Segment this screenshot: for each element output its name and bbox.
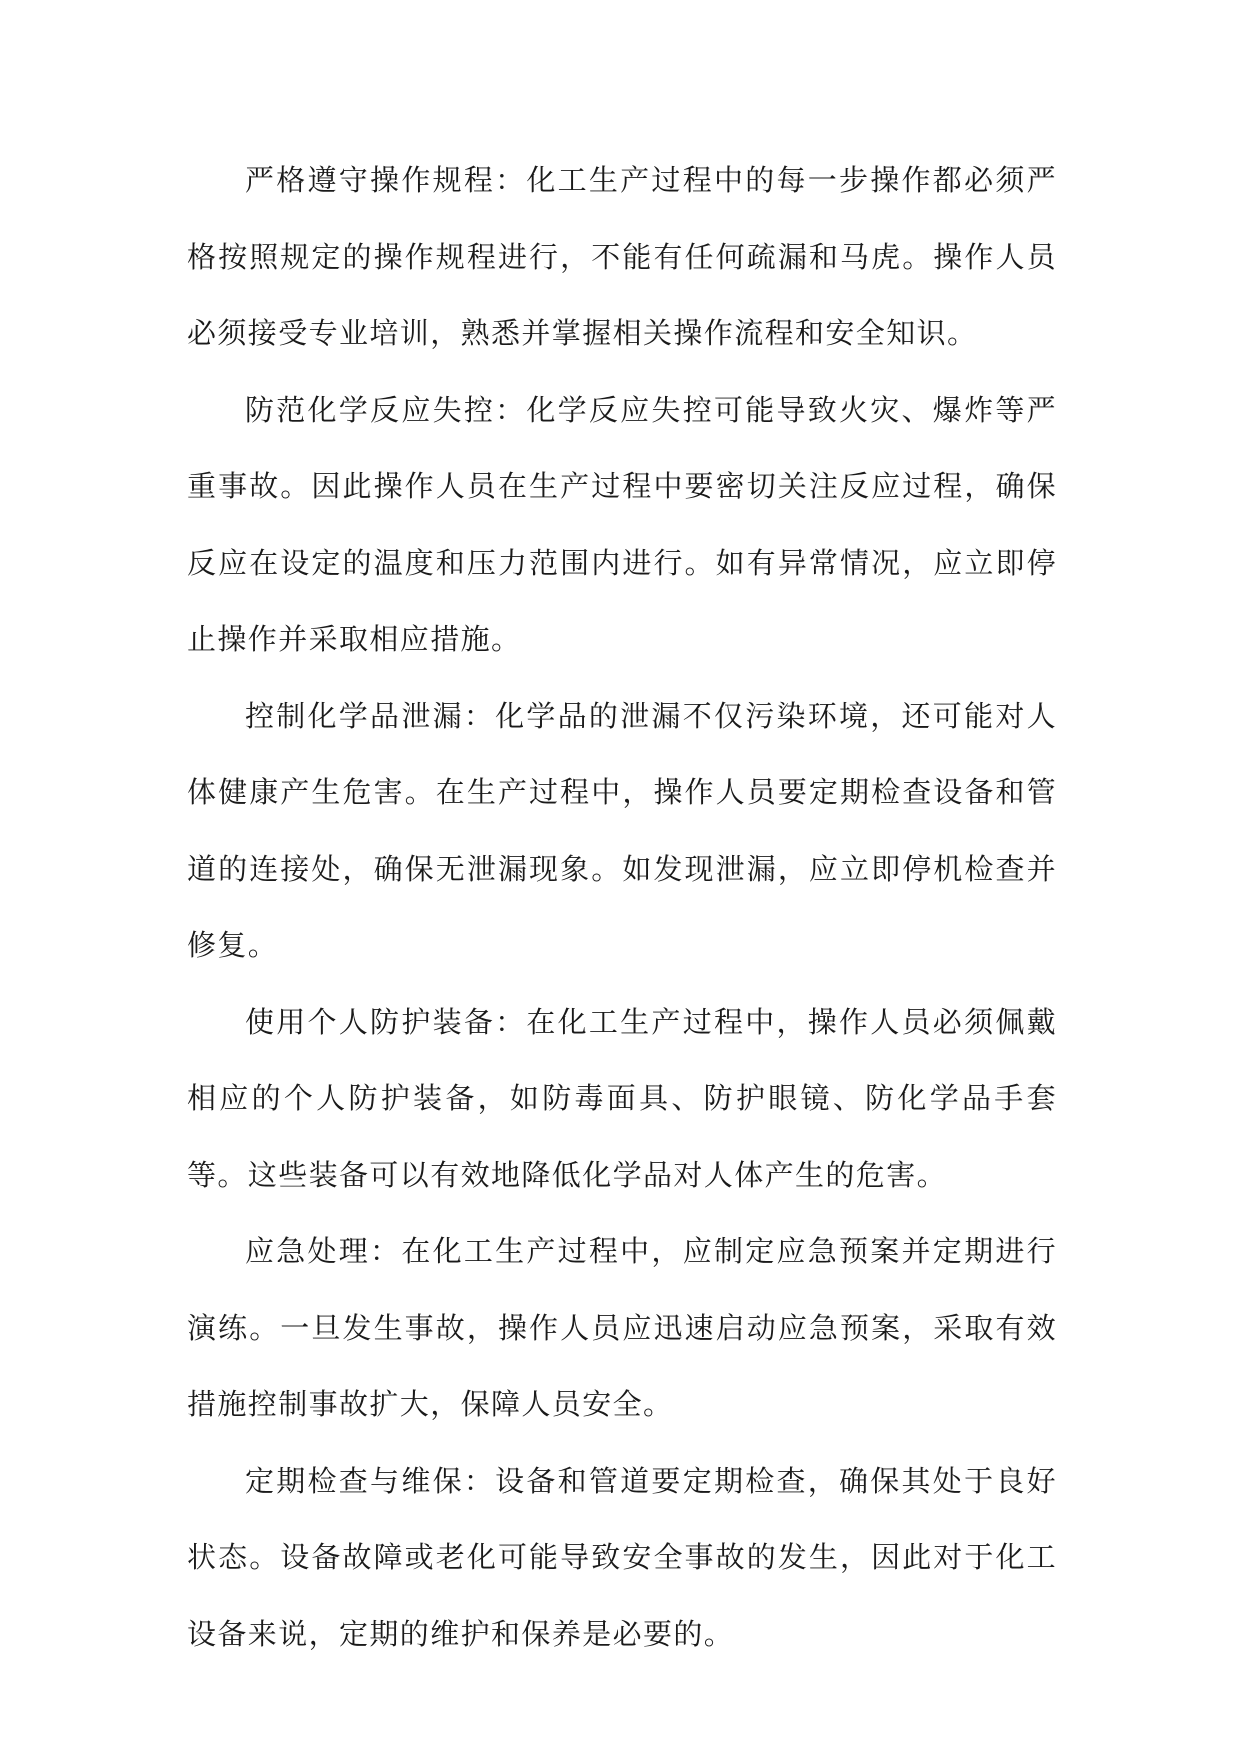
paragraph-leak-control: 控制化学品泄漏：化学品的泄漏不仅污染环境，还可能对人体健康产生危害。在生产过程中，操作人员要定期检查设备和管道的连接处，确保无泄漏现象。如发现泄漏，应立即停机检查并修复。 — [187, 698, 1057, 962]
paragraph-emergency-response: 应急处理：在化工生产过程中，应制定应急预案并定期进行演练。一旦发生事故，操作人员应迅速启动应急预案，采取有效措施控制事故扩大，保障人员安全。 — [187, 1234, 1057, 1421]
document-body — [187, 142, 1057, 1672]
paragraph-reaction-control: 防范化学反应失控：化学反应失控可能导致火灾、爆炸等严重事故。因此操作人员在生产过程中要密切关注反应过程，确保反应在设定的温度和压力范围内进行。如有异常情况，应立即停止操作并采取相应措施。 — [187, 392, 1057, 656]
paragraph-inspection-maintenance: 定期检查与维保：设备和管道要定期检查，确保其处于良好状态。设备故障或老化可能导致安全事故的发生，因此对于化工设备来说，定期的维护和保养是必要的。 — [187, 1463, 1057, 1651]
paragraph-operating-procedures: 严格遵守操作规程：化工生产过程中的每一步操作都必须严格按照规定的操作规程进行，不能有任何疏漏和马虎。操作人员必须接受专业培训，熟悉并掌握相关操作流程和安全知识。 — [187, 163, 1057, 350]
paragraph-protective-equipment: 使用个人防护装备：在化工生产过程中，操作人员必须佩戴相应的个人防护装备，如防毒面具、防护眼镜、防化学品手套等。这些装备可以有效地降低化学品对人体产生的危害。 — [187, 1004, 1057, 1192]
